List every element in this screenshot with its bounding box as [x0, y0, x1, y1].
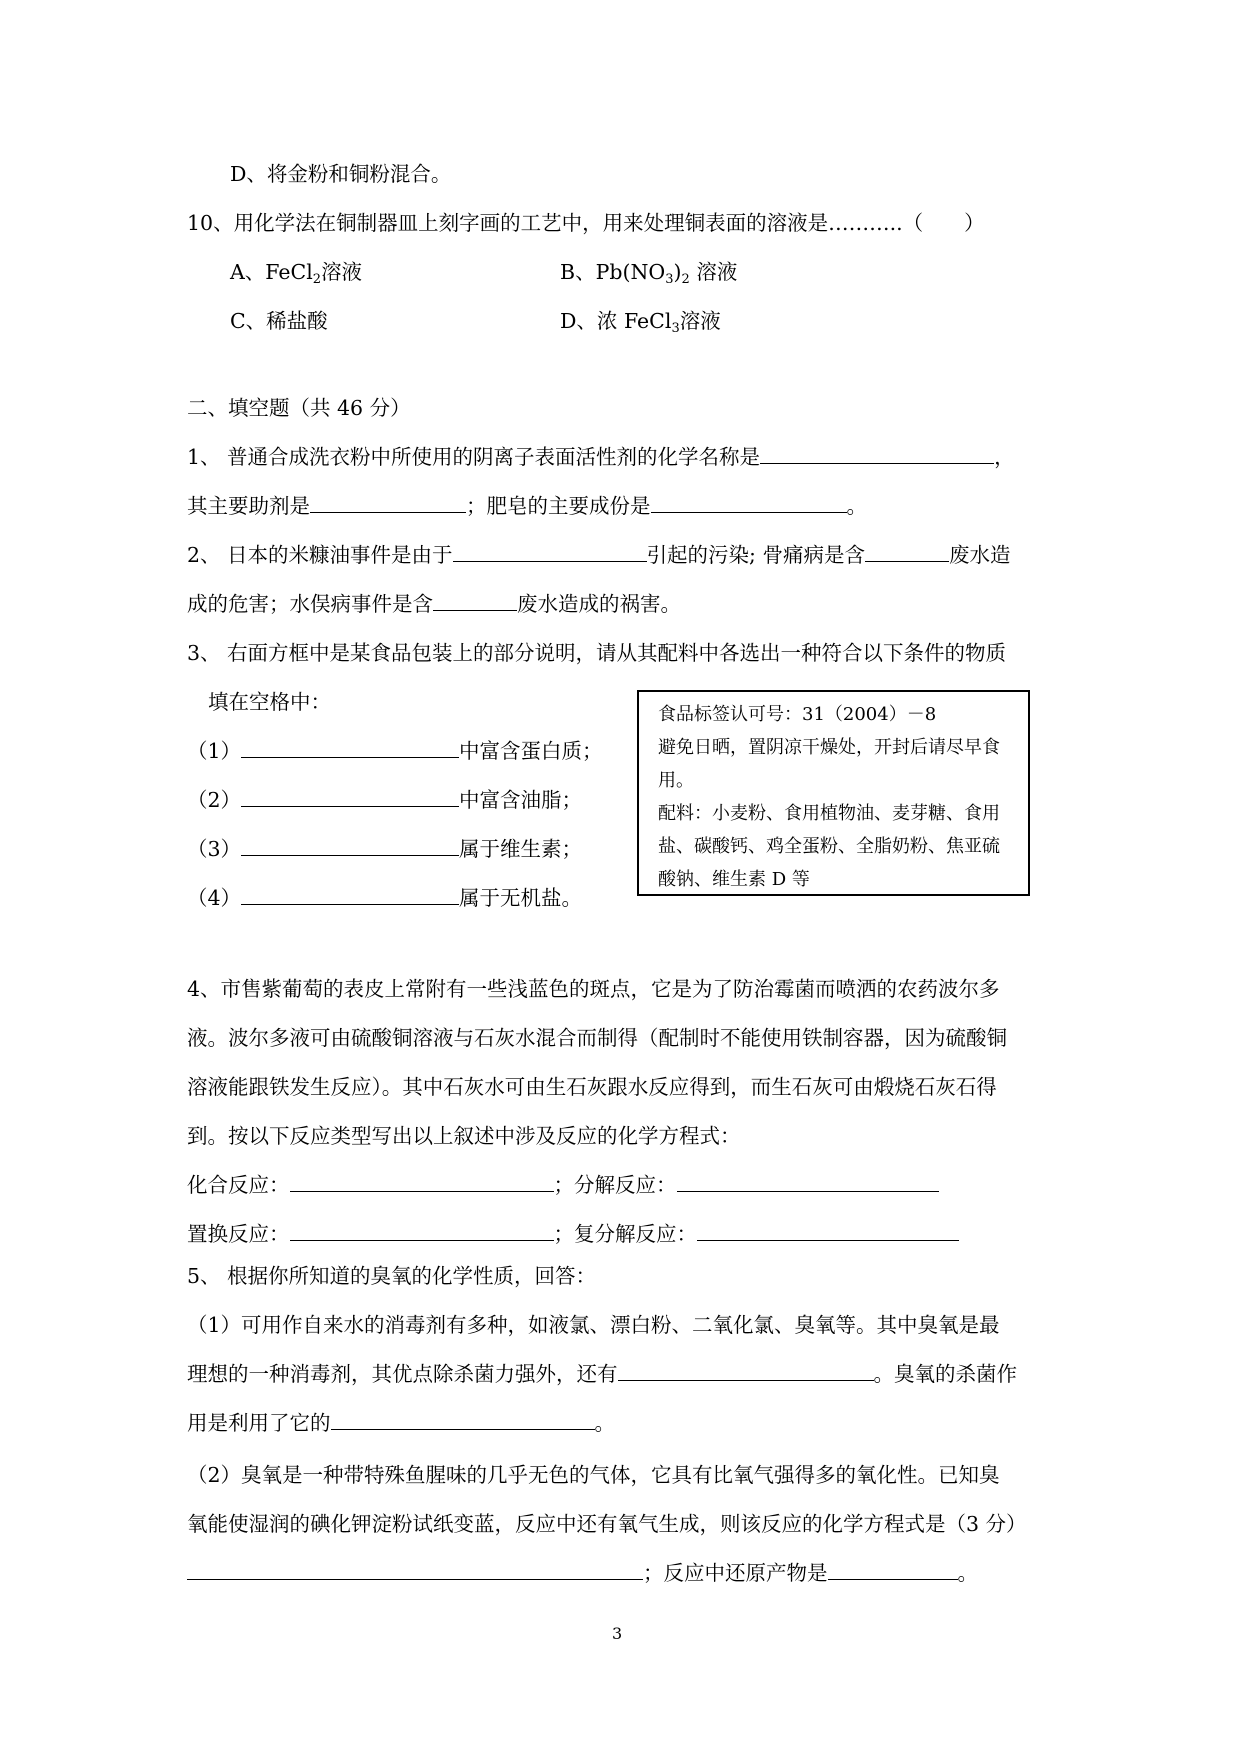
- q1-blank-surfactant[interactable]: [760, 443, 994, 464]
- q1-blank-builder[interactable]: [310, 492, 466, 513]
- q9-option-d: D、将金粉和铜粉混合。: [230, 162, 452, 186]
- q2-text1-mid: 引起的污染; 骨痛病是含: [646, 543, 865, 567]
- q2-text1-end: 废水造: [949, 543, 1011, 567]
- q4-combination-label: 化合反应：: [187, 1173, 290, 1197]
- q4-line: 液。波尔多液可由硫酸铜溶液与石灰水混合而制得（配制时不能使用铁制容器，因为硫酸铜: [187, 1026, 1007, 1050]
- q5-p1-line3: [187, 1409, 615, 1437]
- q10-b-pre: B、Pb(NO: [560, 260, 666, 284]
- q4-displacement-label: 置换反应：: [187, 1222, 290, 1246]
- label-line: 配料：小麦粉、食用植物油、麦芽糖、食用: [658, 803, 1000, 824]
- q5-blank-equation[interactable]: [187, 1559, 643, 1580]
- label-line: 食品标签认可号：31（2004）－8: [658, 704, 937, 725]
- q4-equations-row2: [187, 1220, 959, 1248]
- q2-line2: [187, 590, 681, 618]
- q3-item-tail: 属于维生素；: [459, 837, 583, 861]
- q2-blank-itai[interactable]: [865, 541, 949, 562]
- q5-p1-text3: 用是利用了它的: [187, 1411, 331, 1435]
- q4-blank-decomposition[interactable]: [677, 1171, 939, 1192]
- food-label-box: [637, 690, 1030, 896]
- q4-blank-combination[interactable]: [290, 1171, 554, 1192]
- q2-blank-minamata[interactable]: [433, 590, 517, 611]
- q4-blank-double-decomposition[interactable]: [697, 1220, 959, 1241]
- q3-item: [187, 737, 603, 765]
- q3-item-num: （1）: [187, 739, 242, 763]
- q10-option-d: [560, 307, 721, 335]
- label-line: 盐、碳酸钙、鸡全蛋粉、全脂奶粉、焦亚硫: [658, 836, 1000, 857]
- q5-p2-line3: [187, 1559, 978, 1587]
- q3-item: [187, 835, 582, 863]
- q3-item-num: （4）: [187, 886, 242, 910]
- q1-text2: 其主要助剂是: [187, 494, 310, 518]
- q5-p2-line1: （2）臭氧是一种带特殊鱼腥味的几乎无色的气体，它具有比氧气强得多的氧化性。已知臭: [187, 1463, 1000, 1487]
- q3-item: [187, 884, 582, 912]
- q5-p1-line2: [187, 1360, 1017, 1388]
- q1-line1: [187, 443, 1015, 471]
- q4-double-decomposition-label: ；复分解反应：: [553, 1222, 697, 1246]
- q4-line: 溶液能跟铁发生反应）。其中石灰水可由生石灰跟水反应得到，而生石灰可由煅烧石灰石得: [187, 1075, 997, 1099]
- q10-a-pre: A、FeCl: [230, 260, 313, 284]
- q5-p2-line2: 氧能使湿润的碘化钾淀粉试纸变蓝，反应中还有氧气生成，则该反应的化学方程式是（3 分）: [187, 1512, 1027, 1536]
- q10-d-post: 溶液: [679, 309, 721, 333]
- label-line: 避免日晒，置阴凉干燥处，开封后请尽早食: [658, 737, 1000, 758]
- q4-line: 4、市售紫葡萄的表皮上常附有一些浅蓝色的斑点，它是为了防治霉菌而喷洒的农药波尔多: [187, 977, 1000, 1001]
- q1-text1-end: ，: [994, 445, 1015, 469]
- q10-b-mid: ): [673, 260, 682, 284]
- q10-option-a: [230, 258, 362, 286]
- q2-line1: [187, 541, 1011, 569]
- q3-item-tail: 属于无机盐。: [459, 886, 583, 910]
- q5-p2-text3-mid: ；反应中还原产物是: [643, 1561, 828, 1585]
- q10-b-post: 溶液: [689, 260, 738, 284]
- q3-blank-vitamin[interactable]: [241, 835, 459, 856]
- q3-blank-salt[interactable]: [241, 884, 459, 905]
- q1-blank-soap[interactable]: [651, 492, 847, 513]
- q10-a-post: 溶液: [321, 260, 363, 284]
- q5-stem: 5、 根据你所知道的臭氧的化学性质，回答：: [187, 1264, 597, 1288]
- q5-p1-line1: （1）可用作自来水的消毒剂有多种，如液氯、漂白粉、二氧化氯、臭氧等。其中臭氧是最: [187, 1313, 1000, 1337]
- q4-decomposition-label: ；分解反应：: [553, 1173, 677, 1197]
- q4-blank-displacement[interactable]: [290, 1220, 554, 1241]
- label-line: 用。: [658, 770, 694, 791]
- q3-item-tail: 中富含油脂；: [459, 788, 583, 812]
- q3-blank-fat[interactable]: [241, 786, 459, 807]
- q1-line2: [187, 492, 867, 520]
- page-number: 3: [612, 1624, 623, 1643]
- q1-text2-mid: ；肥皂的主要成份是: [466, 494, 651, 518]
- q3-item-tail: 中富含蛋白质；: [459, 739, 603, 763]
- q5-p1-text2-end: 。臭氧的杀菌作: [873, 1362, 1017, 1386]
- q3-item-num: （2）: [187, 788, 242, 812]
- q10-d-pre: D、浓 FeCl: [560, 309, 672, 333]
- q10-stem: 10、用化学法在铜制器皿上刻字画的工艺中，用来处理铜表面的溶液是………..（ ）: [187, 211, 985, 235]
- q5-p2-text3-end: 。: [957, 1561, 978, 1585]
- q2-text2: 成的危害；水俣病事件是含: [187, 592, 433, 616]
- q5-p1-text3-end: 。: [594, 1411, 615, 1435]
- q2-text2-end: 废水造成的祸害。: [517, 592, 681, 616]
- q3-item-num: （3）: [187, 837, 242, 861]
- q3-stem-cont: 填在空格中：: [208, 690, 331, 714]
- q3-item: [187, 786, 582, 814]
- q10-b-sub2: 2: [681, 272, 690, 287]
- q3-stem: 3、 右面方框中是某食品包装上的部分说明，请从其配料中各选出一种符合以下条件的物质: [187, 641, 1007, 665]
- q1-text1: 1、 普通合成洗衣粉中所使用的阴离子表面活性剂的化学名称是: [187, 445, 761, 469]
- q10-a-sub: 2: [312, 272, 322, 287]
- q4-equations-row1: [187, 1171, 939, 1199]
- section-title: 二、填空题（共 46 分）: [187, 396, 411, 420]
- label-line: 酸钠、维生素 D 等: [658, 869, 810, 890]
- q5-blank-property[interactable]: [331, 1409, 595, 1430]
- q10-d-sub: 3: [671, 321, 680, 336]
- q5-blank-advantage[interactable]: [618, 1360, 874, 1381]
- q2-text1: 2、 日本的米糠油事件是由于: [187, 543, 453, 567]
- q2-blank-rice-oil[interactable]: [453, 541, 647, 562]
- q10-b-sub1: 3: [665, 272, 674, 287]
- q3-blank-protein[interactable]: [241, 737, 459, 758]
- q4-line: 到。按以下反应类型写出以上叙述中涉及反应的化学方程式：: [187, 1124, 741, 1148]
- q5-p1-text2: 理想的一种消毒剂，其优点除杀菌力强外，还有: [187, 1362, 618, 1386]
- q1-text2-end: 。: [846, 494, 867, 518]
- q5-blank-reduction-product[interactable]: [828, 1559, 958, 1580]
- q10-option-b: [560, 258, 737, 286]
- q10-option-c: C、稀盐酸: [230, 309, 328, 333]
